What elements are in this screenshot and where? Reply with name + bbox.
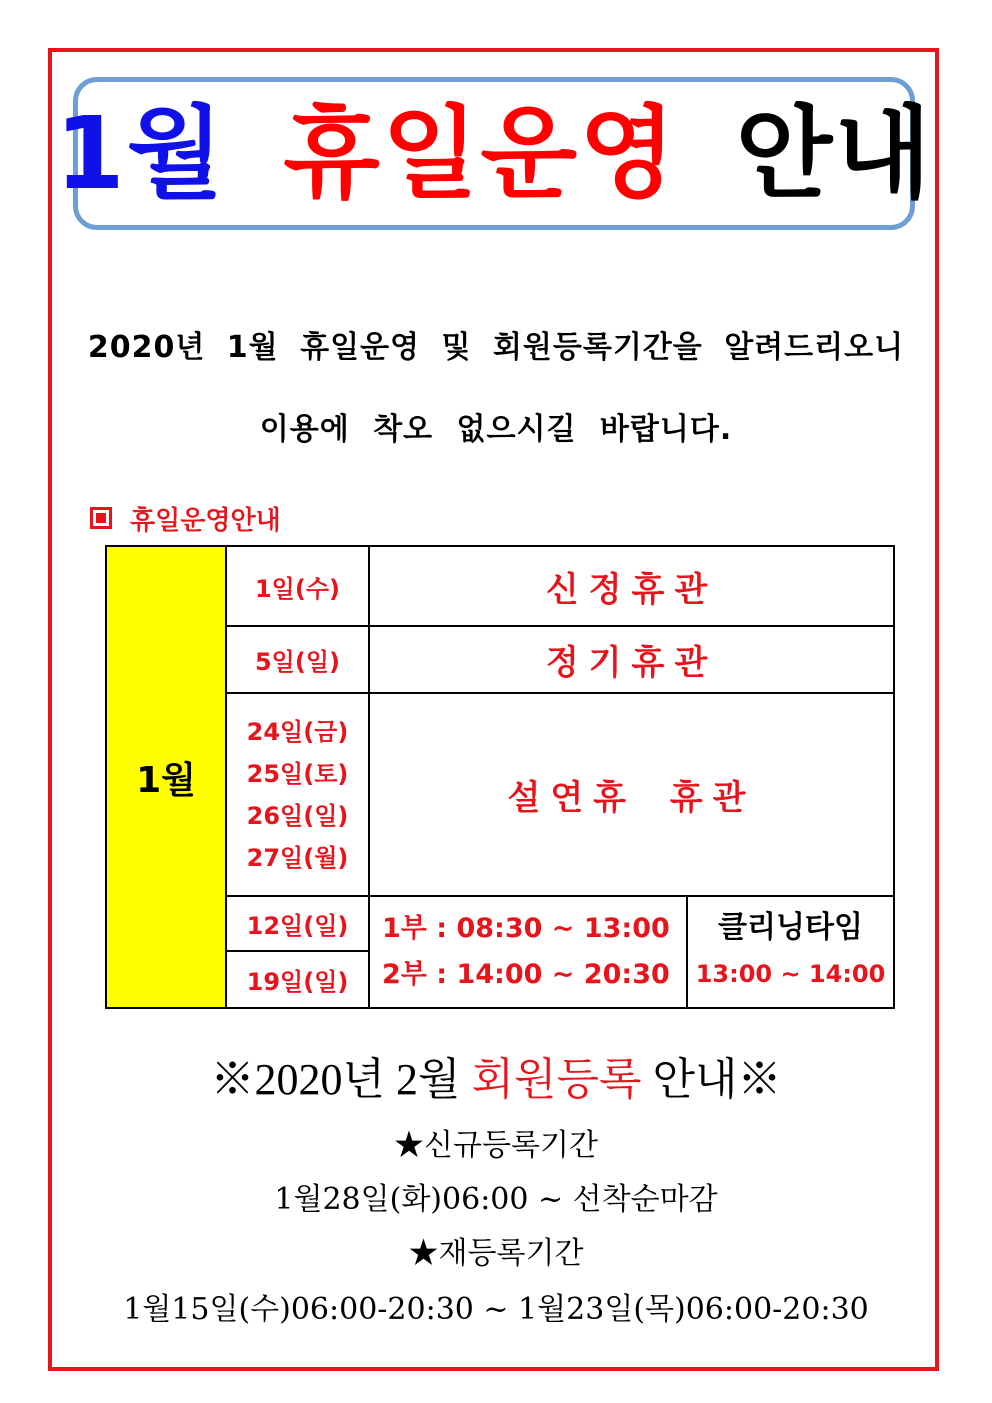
cleaning-time-cell xyxy=(687,896,894,1008)
session-line: 2부 : 14:00 ~ 20:30 xyxy=(382,959,670,990)
registration-title xyxy=(60,1043,932,1107)
date-line: 24일(금) xyxy=(246,717,349,746)
poster-title xyxy=(55,94,933,212)
date-line: 27일(월) xyxy=(246,843,349,872)
renewal-label: ★재등록기간 xyxy=(408,1236,584,1271)
status-cell: 설연휴 휴관 xyxy=(369,693,894,896)
renewal-period: 1월15일(수)06:00-20:30 ~ 1월23일(목)06:00-20:30 xyxy=(123,1292,869,1327)
cleaning-label: 클리닝타임 xyxy=(718,910,863,945)
session-line: 1부 : 08:30 ~ 13:00 xyxy=(382,913,670,944)
title-banner xyxy=(55,77,933,230)
registration-title-highlight: 회원등록 xyxy=(471,1055,642,1104)
date-cell: 1일(수) xyxy=(226,546,369,626)
title-holiday: 휴일운영 xyxy=(283,94,678,212)
status-cell: 정기휴관 xyxy=(369,626,894,693)
section-label: 휴일운영안내 xyxy=(130,505,281,536)
new-registration-label: ★신규등록기간 xyxy=(394,1128,598,1163)
registration-title-prefix: ※2020년 2월 xyxy=(210,1055,461,1104)
registration-title-suffix: 안내※ xyxy=(652,1055,782,1104)
title-month: 1월 xyxy=(55,94,226,212)
status-cell: 신정휴관 xyxy=(369,546,894,626)
cleaning-time: 13:00 ~ 14:00 xyxy=(695,960,886,988)
date-cell: 12일(일) xyxy=(226,896,369,951)
date-line: 25일(토) xyxy=(246,759,349,788)
new-registration-period: 1월28일(화)06:00 ~ 선착순마감 xyxy=(274,1182,718,1217)
square-bullet-icon xyxy=(90,507,112,529)
date-cell: 5일(일) xyxy=(226,626,369,693)
table-row xyxy=(106,546,894,626)
date-cell: 19일(일) xyxy=(226,951,369,1008)
holiday-schedule-table xyxy=(105,545,895,1009)
intro-line-2: 이용에 착오 없으시길 바랍니다. xyxy=(259,412,733,447)
date-line: 26일(일) xyxy=(246,801,349,830)
month-cell: 1월 xyxy=(106,546,226,1008)
title-notice: 안내 xyxy=(735,94,933,212)
session-times-cell xyxy=(369,896,687,1008)
date-cell xyxy=(226,693,369,896)
intro-line-1: 2020년 1월 휴일운영 및 회원등록기간을 알려드리오니 xyxy=(87,330,905,365)
section-heading xyxy=(90,498,281,538)
